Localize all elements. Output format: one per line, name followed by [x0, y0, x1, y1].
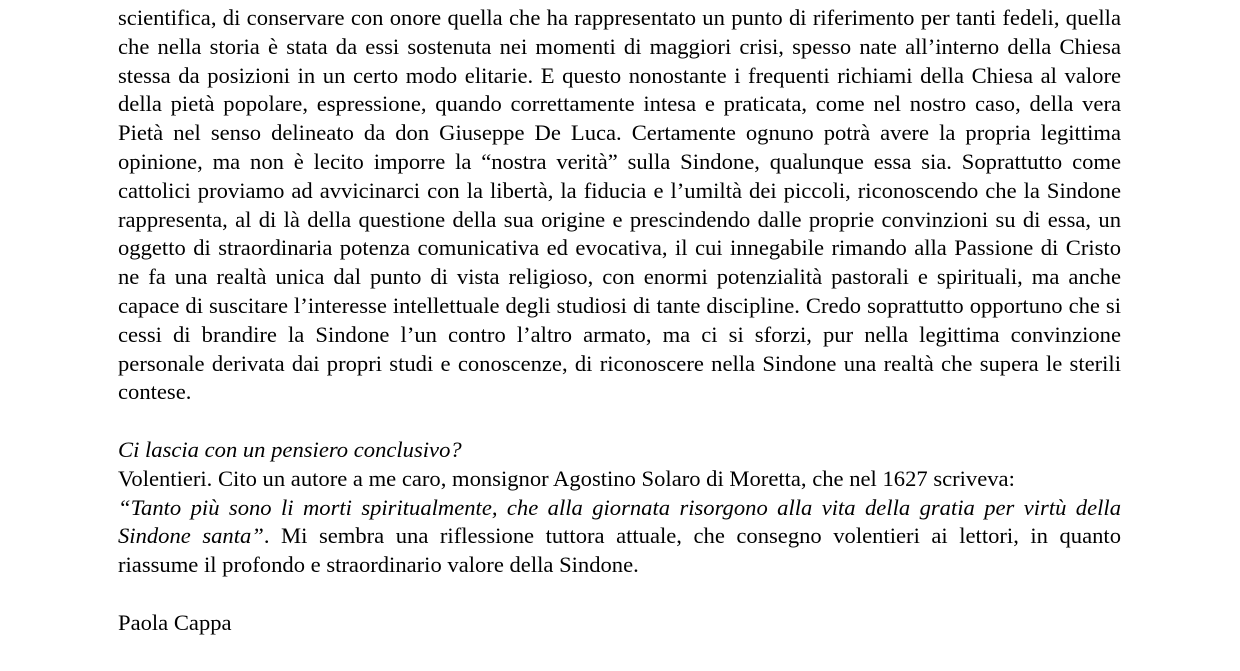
body-paragraph: scientifica, di conservare con onore quella che ha rappresentato un punto di riferimento per tanti fedeli, quella che nella storia è stata da essi sostenuta nei momenti di maggiori crisi, spesso nate all’interno della Chiesa stessa da posizioni in un certo modo elitarie. E questo nonostante i frequenti richiami della Chiesa al valore della pietà popolare, espressione, quando correttamente intesa e praticata, come nel nostro caso, della vera Pietà nel senso delineato da don Giuseppe De Luca. Certamente ognuno potrà avere la propria legittima opinione, ma non è lecito imporre la “nostra verità” sulla Sindone, qualunque essa sia. Soprattutto come cattolici proviamo ad avvicinarci con la libertà, la fiducia e l’umiltà dei piccoli, riconoscendo che la Sindone rappresenta, al di là della questione della sua origine e prescindendo dalle proprie convinzioni su di essa, un oggetto di straordinaria potenza comunicativa ed evocativa, il cui innegabile rimando alla Passione di Cristo ne fa una realtà unica dal punto di vista religioso, con enormi potenzialità pastorali e spirituali, ma anche capace di suscitare l’interesse intellettuale degli studiosi di tante discipline. Credo soprattutto opportuno che si cessi di brandire la Sindone l’un contro l’altro armato, ma ci si sforzi, pur nella legittima convinzione personale derivata dai propri studi e conoscenze, di riconoscere nella Sindone una realtà che supera le sterili contese. [118, 5, 1121, 405]
answer-intro: Volentieri. Cito un autore a me caro, monsignor Agostino Solaro di Moretta, che nel 1627 scriveva: [118, 465, 1015, 491]
interview-question: Ci lascia con un pensiero conclusivo? [118, 436, 462, 462]
interview-answer [118, 465, 1121, 580]
answer-quote: “Tanto più sono li morti spiritualmente, che alla giornata risorgono alla vita della gratia per virtù della Sindone santa” [118, 494, 1121, 549]
paragraph-spacer [118, 407, 1121, 436]
author-signature: Paola Cappa [118, 609, 232, 635]
answer-outro: . Mi sembra una riflessione tuttora attuale, che consegno volentieri ai lettori, in quanto riassume il profondo e straordinario valore della Sindone. [118, 523, 1121, 578]
signature-spacer [118, 580, 1121, 609]
document-page [118, 4, 1121, 638]
